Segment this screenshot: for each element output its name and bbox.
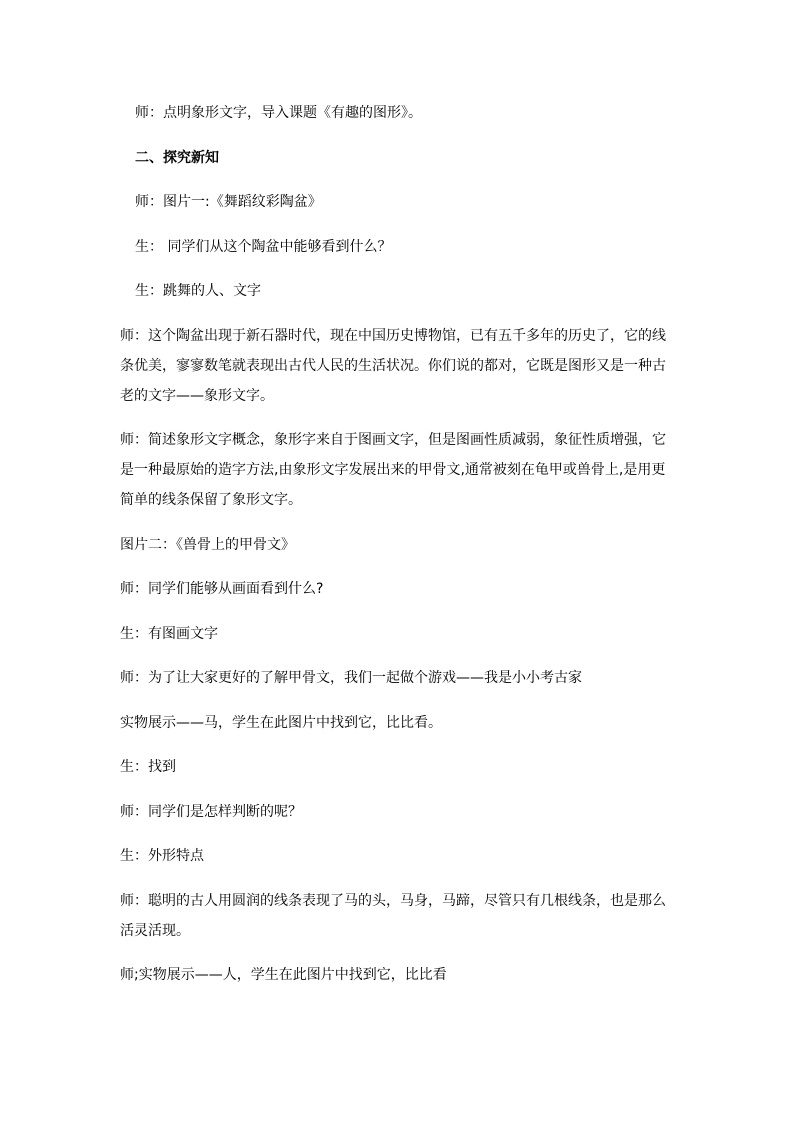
paragraph-game-intro: 师：为了让大家更好的了解甲骨文，我们一起做个游戏——我是小小考古家	[120, 670, 582, 686]
paragraph-answer-picture-writing: 生：有图画文字	[120, 625, 218, 642]
paragraph-answer-dancers: 生：跳舞的人、文字	[135, 283, 261, 299]
paragraph-question-basin: 生： 同学们从这个陶盆中能够看到什么？	[135, 238, 392, 255]
paragraph-horse-lines: 师：聪明的古人用圆润的线条表现了马的头，马身，马蹄，尽管只有几根线条，也是那么活灵活现。	[120, 892, 666, 939]
paragraph-question-judge: 师：同学们是怎样判断的呢？	[120, 803, 302, 820]
paragraph-basin-history: 师：这个陶盆出现于新石器时代，现在中国历史博物馆，已有五千多年的历史了，它的线条优美，寥寥数笔就表现出古代人民的生活状况。你们说的都对，它既是图形又是一种古老的文字——象形文字。	[120, 327, 666, 404]
paragraph-pictograph-concept: 师：简述象形文字概念，象形字来自于图画文字，但是图画性质减弱，象征性质增强，它是一种最原始的造字方法,由象形文字发展出来的甲骨文,通常被刻在龟甲或兽骨上,是用更简单的线条保留了象形文字。	[120, 432, 666, 508]
paragraph-answer-shape: 生：外形特点	[120, 848, 204, 864]
paragraph-picture-one: 师：图片一:《舞蹈纹彩陶盆》	[135, 194, 322, 210]
paragraph-answer-found: 生：找到	[120, 759, 176, 775]
section-heading-explore: 二、探究新知	[135, 149, 219, 166]
paragraph-horse-display: 实物展示——马，学生在此图片中找到它，比比看。	[120, 714, 442, 731]
paragraph-intro-topic: 师：点明象形文字，导入课题《有趣的图形》。	[135, 105, 422, 121]
paragraph-person-display: 师;实物展示——人，学生在此图片中找到它，比比看	[120, 967, 447, 983]
paragraph-picture-two: 图片二：《兽骨上的甲骨文》	[120, 536, 295, 553]
paragraph-question-image: 师：同学们能够从画面看到什么?	[120, 581, 324, 597]
document-body	[120, 98, 676, 1005]
